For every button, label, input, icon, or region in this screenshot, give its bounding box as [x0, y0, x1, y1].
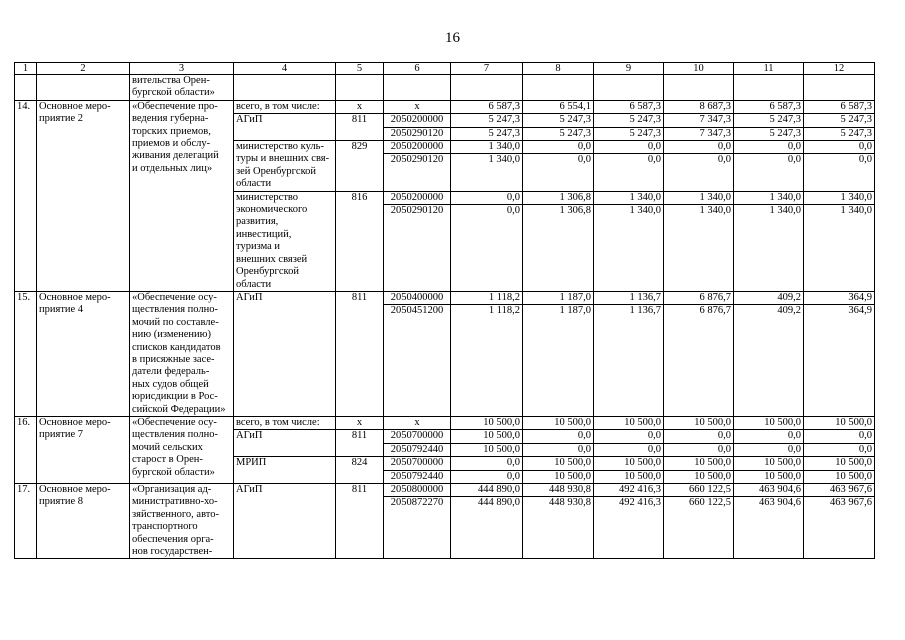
- amount-value: 364,9: [804, 292, 874, 305]
- amount-value: 10 500,0: [483, 416, 520, 428]
- table-row: [15, 291, 875, 416]
- empty-cell: [804, 75, 875, 101]
- amount-cell: [664, 484, 734, 559]
- amount-value: 0,0: [804, 430, 874, 443]
- csr-value: 2050800000: [384, 484, 450, 497]
- csr-cell: [384, 430, 451, 457]
- executor-cell: [234, 416, 336, 429]
- amount-value: 5 247,3: [734, 114, 803, 127]
- amount-cell: [523, 457, 594, 484]
- executor-cell: министерство куль- туры и внешних свя- зей Оренбургской области: [234, 141, 336, 192]
- amount-value: 10 500,0: [804, 457, 874, 470]
- amount-value: 5 247,3: [769, 127, 801, 139]
- amount-cell: [594, 457, 664, 484]
- code-value: 829: [351, 141, 368, 153]
- amount-value: 6 587,3: [488, 100, 520, 112]
- amount-cell: [451, 430, 523, 457]
- amount-value: 444 890,0: [451, 484, 522, 497]
- csr-value: 2050200000: [384, 141, 450, 154]
- amount-value: 10 500,0: [624, 416, 661, 428]
- amount-cell: [594, 191, 664, 291]
- amount-value: 0,0: [594, 141, 663, 154]
- column-number-header: 6: [384, 63, 451, 75]
- amount-value: 10 500,0: [554, 470, 591, 482]
- activity-description-cell: «Обеспечение осу- ществления полно- мочий по составле- нию (изменению) списков кандидатов в присяжные засе- датели федераль- ных судов общей юрисдикции в Рос- сийской Федерации»: [130, 291, 234, 416]
- executor-cell: АГиП: [234, 114, 336, 141]
- amount-value: 5 247,3: [451, 114, 522, 127]
- amount-value: 5 247,3: [804, 114, 874, 127]
- amount-value: 10 500,0: [734, 457, 803, 470]
- amount-cell: [734, 291, 804, 416]
- amount-cell: [664, 457, 734, 484]
- amount-value: 0,0: [664, 141, 733, 154]
- empty-cell: [451, 75, 523, 101]
- amount-cell: [664, 191, 734, 291]
- amount-cell: [594, 114, 664, 141]
- csr-cell: [384, 141, 451, 192]
- continuation-row: [15, 75, 875, 101]
- amount-value: 1 187,0: [559, 305, 591, 317]
- amount-cell: [594, 141, 664, 192]
- empty-cell: [664, 75, 734, 101]
- row-number-cell: 17.: [15, 484, 37, 559]
- amount-value: 0,0: [787, 443, 801, 455]
- column-number-header: 11: [734, 63, 804, 75]
- amount-cell: [523, 291, 594, 416]
- code-value: 811: [351, 484, 368, 495]
- amount-value: 10 500,0: [694, 470, 731, 482]
- amount-value: 1 306,8: [559, 205, 591, 217]
- csr-value: 2050290120: [390, 154, 444, 166]
- csr-value: 2050872270: [390, 497, 444, 509]
- code-value: 824: [351, 457, 368, 469]
- amount-cell: [523, 100, 594, 113]
- amount-cell: [451, 291, 523, 416]
- empty-cell: [37, 75, 130, 101]
- amount-value: 409,2: [777, 305, 801, 317]
- amount-value: 448 930,8: [523, 484, 593, 497]
- amount-value: 5 247,3: [629, 127, 661, 139]
- amount-value: 0,0: [647, 443, 661, 455]
- amount-value: 1 340,0: [734, 192, 803, 205]
- amount-value: 0,0: [577, 154, 591, 166]
- amount-cell: [734, 416, 804, 429]
- amount-cell: [734, 100, 804, 113]
- code-cell: [336, 457, 384, 484]
- csr-value: 2050792440: [390, 470, 444, 482]
- amount-value: 1 136,7: [629, 305, 661, 317]
- amount-cell: [734, 114, 804, 141]
- amount-cell: [664, 416, 734, 429]
- code-cell: [336, 141, 384, 192]
- amount-cell: [664, 430, 734, 457]
- amount-value: 463 904,6: [734, 484, 803, 497]
- header-row: [15, 63, 875, 75]
- amount-cell: [664, 141, 734, 192]
- amount-value: 0,0: [858, 154, 872, 166]
- amount-value: 10 500,0: [554, 416, 591, 428]
- amount-cell: [734, 430, 804, 457]
- amount-value: 10 500,0: [451, 430, 522, 443]
- amount-value: 10 500,0: [483, 443, 520, 455]
- csr-cell: [384, 114, 451, 141]
- amount-value: 10 500,0: [664, 457, 733, 470]
- amount-cell: [523, 191, 594, 291]
- amount-cell: [804, 191, 875, 291]
- amount-cell: [523, 484, 594, 559]
- activity-name-cell: Основное меро- приятие 2: [37, 100, 130, 291]
- amount-value: 1 136,7: [594, 292, 663, 305]
- amount-cell: [594, 416, 664, 429]
- amount-value: 5 247,3: [523, 114, 593, 127]
- amount-value: 660 122,5: [689, 497, 731, 509]
- amount-cell: [523, 430, 594, 457]
- amount-value: 0,0: [717, 154, 731, 166]
- amount-value: 0,0: [577, 443, 591, 455]
- amount-cell: [451, 416, 523, 429]
- empty-cell: [15, 75, 37, 101]
- amount-value: 10 500,0: [523, 457, 593, 470]
- activity-name-cell: Основное меро- приятие 4: [37, 291, 130, 416]
- csr-cell: [384, 100, 451, 113]
- amount-value: 0,0: [858, 443, 872, 455]
- code-value: 811: [351, 291, 368, 303]
- code-cell: [336, 291, 384, 416]
- amount-value: 0,0: [451, 457, 522, 470]
- executor-cell: [234, 100, 336, 113]
- empty-cell: [523, 75, 594, 101]
- csr-cell: [384, 457, 451, 484]
- amount-value: 0,0: [804, 141, 874, 154]
- activity-name-cell: Основное меро- приятие 8: [37, 484, 130, 559]
- code-value: x: [356, 100, 363, 112]
- amount-value: 10 500,0: [835, 416, 872, 428]
- activity-description-cell: «Организация ад- министративно-хо- зяйственного, авто- транспортного обеспечения орга- нов государствен-: [130, 484, 234, 559]
- csr-value: 2050200000: [384, 192, 450, 205]
- column-number-header: 4: [234, 63, 336, 75]
- amount-value: 463 904,6: [759, 497, 801, 509]
- amount-cell: [734, 191, 804, 291]
- amount-cell: [804, 484, 875, 559]
- empty-cell: [234, 75, 336, 101]
- amount-value: 1 340,0: [451, 141, 522, 154]
- csr-cell: [384, 191, 451, 291]
- amount-value: 1 340,0: [629, 205, 661, 217]
- amount-value: 1 340,0: [699, 205, 731, 217]
- amount-cell: [451, 100, 523, 113]
- amount-value: 0,0: [717, 443, 731, 455]
- activity-description-cell: «Обеспечение про- ведения губерна- торских приемов, приемов и обслу- живания делегаций и отдельных лиц»: [130, 100, 234, 291]
- amount-value: 5 247,3: [559, 127, 591, 139]
- amount-value: 0,0: [523, 430, 593, 443]
- amount-cell: [594, 291, 664, 416]
- column-number-header: 8: [523, 63, 594, 75]
- executor-cell: АГиП: [234, 484, 336, 559]
- csr-value: 2050451200: [390, 305, 444, 317]
- amount-value: 1 340,0: [769, 205, 801, 217]
- amount-cell: [664, 100, 734, 113]
- code-cell: [336, 484, 384, 559]
- code-cell: [336, 430, 384, 457]
- csr-value: 2050290120: [390, 205, 444, 217]
- amount-cell: [451, 457, 523, 484]
- empty-cell: [336, 75, 384, 101]
- amount-value: 6 587,3: [629, 100, 661, 112]
- amount-value: 6 587,3: [769, 100, 801, 112]
- amount-cell: [523, 416, 594, 429]
- csr-value: x: [414, 100, 420, 112]
- amount-cell: [804, 430, 875, 457]
- amount-value: 0,0: [451, 192, 522, 205]
- column-number-header: 5: [336, 63, 384, 75]
- amount-value: 660 122,5: [664, 484, 733, 497]
- code-value: 811: [351, 114, 368, 126]
- code-cell: [336, 114, 384, 141]
- csr-value: 2050700000: [384, 457, 450, 470]
- column-number-header: 9: [594, 63, 664, 75]
- amount-cell: [804, 100, 875, 113]
- amount-cell: [594, 100, 664, 113]
- amount-value: 1 340,0: [594, 192, 663, 205]
- amount-cell: [804, 114, 875, 141]
- empty-cell: [734, 75, 804, 101]
- csr-value: 2050290120: [390, 127, 444, 139]
- amount-value: 6 876,7: [699, 305, 731, 317]
- amount-value: 10 500,0: [624, 470, 661, 482]
- table-row: [15, 484, 875, 559]
- amount-value: 409,2: [734, 292, 803, 305]
- amount-value: 0,0: [734, 430, 803, 443]
- executor-cell: АГиП: [234, 430, 336, 457]
- amount-cell: [734, 141, 804, 192]
- code-cell: [336, 416, 384, 429]
- amount-value: 6 554,1: [559, 100, 591, 112]
- amount-cell: [451, 114, 523, 141]
- amount-value: 1 306,8: [523, 192, 593, 205]
- column-number-header: 1: [15, 63, 37, 75]
- column-number-header: 2: [37, 63, 130, 75]
- row-number-cell: 16.: [15, 416, 37, 483]
- amount-cell: [451, 141, 523, 192]
- executor-line: всего, в том числе:: [236, 100, 320, 112]
- table-row: [15, 100, 875, 113]
- amount-cell: [451, 191, 523, 291]
- amount-cell: [734, 484, 804, 559]
- amount-value: 7 347,3: [664, 114, 733, 127]
- amount-cell: [734, 457, 804, 484]
- amount-value: 0,0: [664, 430, 733, 443]
- amount-value: 448 930,8: [549, 497, 591, 509]
- amount-value: 0,0: [734, 141, 803, 154]
- code-value: 811: [351, 430, 368, 442]
- table-row: [15, 416, 875, 429]
- csr-value: x: [414, 416, 420, 428]
- amount-value: 364,9: [848, 305, 872, 317]
- empty-cell: [594, 75, 664, 101]
- amount-value: 7 347,3: [699, 127, 731, 139]
- amount-value: 10 500,0: [694, 416, 731, 428]
- column-number-header: 7: [451, 63, 523, 75]
- amount-value: 0,0: [787, 154, 801, 166]
- amount-value: 1 340,0: [664, 192, 733, 205]
- executor-cell: МРИП: [234, 457, 336, 484]
- amount-value: 492 416,3: [619, 497, 661, 509]
- amount-cell: [523, 114, 594, 141]
- amount-value: 10 500,0: [835, 470, 872, 482]
- amount-cell: [451, 484, 523, 559]
- code-cell: [336, 100, 384, 113]
- csr-value: 2050792440: [390, 443, 444, 455]
- amount-value: 1 118,2: [488, 305, 520, 317]
- activity-name-cell: Основное меро- приятие 7: [37, 416, 130, 483]
- amount-value: 10 500,0: [764, 416, 801, 428]
- row-number-cell: 15.: [15, 291, 37, 416]
- column-number-header: 3: [130, 63, 234, 75]
- amount-value: 0,0: [506, 205, 520, 217]
- amount-cell: [804, 291, 875, 416]
- amount-value: 1 340,0: [488, 154, 520, 166]
- csr-value: 2050200000: [384, 114, 450, 127]
- amount-value: 1 340,0: [840, 205, 872, 217]
- amount-value: 463 967,6: [830, 497, 872, 509]
- amount-value: 0,0: [594, 430, 663, 443]
- amount-value: 5 247,3: [840, 127, 872, 139]
- csr-value: 2050400000: [384, 292, 450, 305]
- empty-cell: [384, 75, 451, 101]
- amount-cell: [804, 457, 875, 484]
- column-number-header: 10: [664, 63, 734, 75]
- amount-value: 0,0: [647, 154, 661, 166]
- budget-table: [14, 62, 875, 559]
- executor-cell: министерство экономического развития, инвестиций, туризма и внешних связей Оренбургской области: [234, 191, 336, 291]
- amount-value: 1 118,2: [451, 292, 522, 305]
- csr-cell: [384, 291, 451, 416]
- column-number-header: 12: [804, 63, 875, 75]
- amount-cell: [804, 141, 875, 192]
- amount-value: 0,0: [506, 470, 520, 482]
- code-value: 816: [351, 191, 368, 203]
- amount-value: 492 416,3: [594, 484, 663, 497]
- amount-cell: [804, 416, 875, 429]
- amount-value: 1 187,0: [523, 292, 593, 305]
- amount-value: 0,0: [523, 141, 593, 154]
- amount-value: 5 247,3: [594, 114, 663, 127]
- amount-cell: [594, 484, 664, 559]
- csr-cell: [384, 416, 451, 429]
- amount-cell: [664, 114, 734, 141]
- amount-value: 6 587,3: [840, 100, 872, 112]
- code-value: x: [356, 416, 363, 428]
- amount-cell: [664, 291, 734, 416]
- amount-cell: [523, 141, 594, 192]
- amount-value: 10 500,0: [764, 470, 801, 482]
- amount-value: 6 876,7: [664, 292, 733, 305]
- amount-value: 8 687,3: [699, 100, 731, 112]
- description-cell: вительства Орен- бургской области»: [130, 75, 234, 101]
- amount-value: 444 890,0: [478, 497, 520, 509]
- activity-description-cell: «Обеспечение осу- ществления полно- мочий сельских старост в Орен- бургской области»: [130, 416, 234, 483]
- executor-line: всего, в том числе:: [236, 416, 320, 428]
- amount-value: 10 500,0: [594, 457, 663, 470]
- row-number-cell: 14.: [15, 100, 37, 291]
- amount-value: 1 340,0: [804, 192, 874, 205]
- amount-value: 463 967,6: [804, 484, 874, 497]
- amount-value: 5 247,3: [488, 127, 520, 139]
- executor-cell: АГиП: [234, 291, 336, 416]
- code-cell: [336, 191, 384, 291]
- csr-cell: [384, 484, 451, 559]
- page-number: 16: [445, 30, 460, 46]
- csr-value: 2050700000: [384, 430, 450, 443]
- amount-cell: [594, 430, 664, 457]
